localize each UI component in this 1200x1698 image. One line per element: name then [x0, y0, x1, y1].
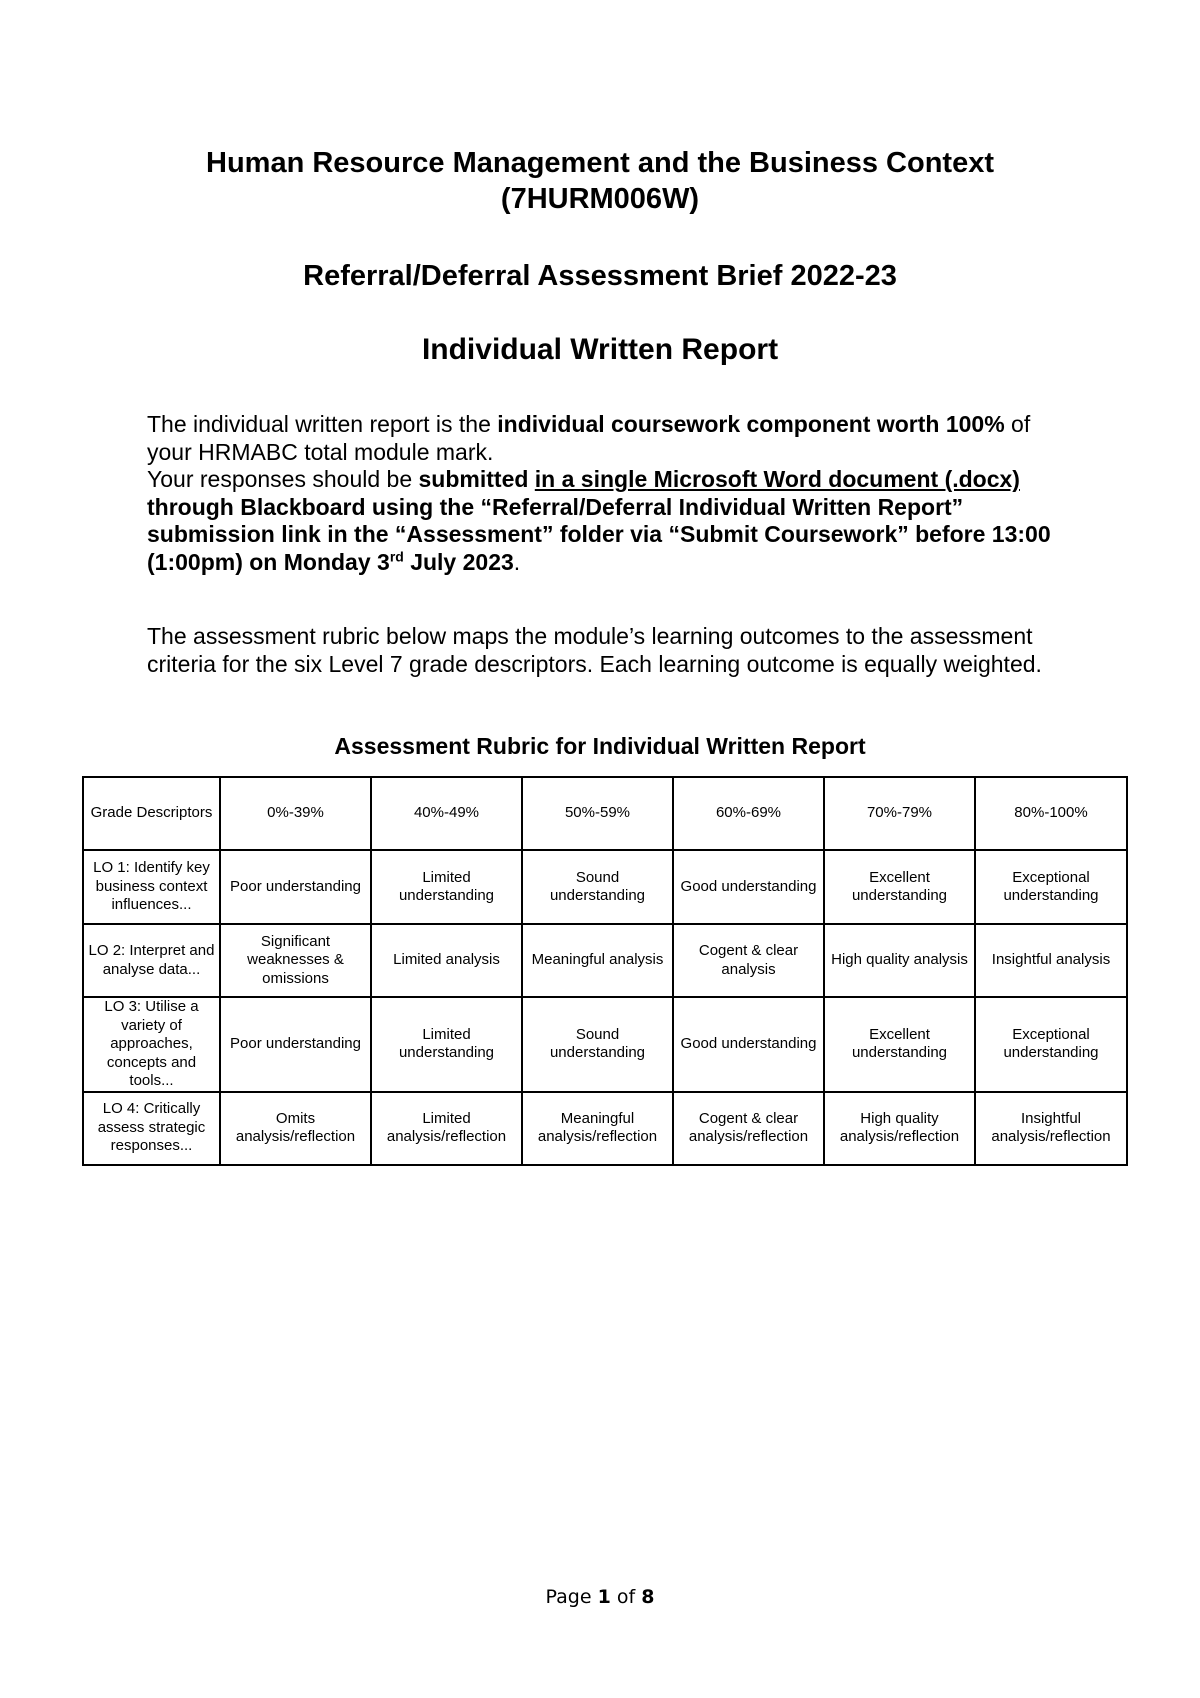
module-code: (7HURM006W) [500, 183, 700, 215]
table-cell: Cogent & clear analysis/reflection [673, 1092, 824, 1165]
table-cell: Cogent & clear analysis [673, 924, 824, 997]
table-cell: Excellent understanding [824, 997, 975, 1092]
submission-instructions [147, 466, 1067, 576]
table-row [83, 924, 1127, 997]
rubric-explanation: The assessment rubric below maps the module’s learning outcomes to the assessment criteria for the six Level 7 grade descriptors. Each learning outcome is equally weighted. [147, 623, 1042, 677]
submission-details: through Blackboard using the “Referral/Deferral Individual Written Report” submission link in the “Assessment” folder via “Submit Coursework” before 13:00 (1:00pm) on Monday 3 [147, 493, 1051, 575]
table-row [83, 997, 1127, 1092]
learning-outcome-cell: LO 1: Identify key business context influences... [83, 850, 220, 924]
weighting-sentence [147, 411, 1067, 466]
header-cell: 0%-39% [220, 777, 371, 850]
title-line: Human Resource Management and the Business Context [206, 147, 994, 179]
page-number-footer [0, 1585, 1200, 1609]
table-header-row [83, 777, 1127, 850]
header-cell: 50%-59% [522, 777, 673, 850]
table-cell: Meaningful analysis/reflection [522, 1092, 673, 1165]
table-cell: Limited understanding [371, 997, 522, 1092]
table-cell: Limited analysis/reflection [371, 1092, 522, 1165]
of-label: of [610, 1586, 642, 1608]
table-row [83, 1092, 1127, 1165]
table-row [83, 850, 1127, 924]
table-cell: Good understanding [673, 997, 824, 1092]
header-cell: 60%-69% [673, 777, 824, 850]
text-run: Your responses should be [147, 466, 419, 492]
learning-outcome-cell: LO 2: Interpret and analyse data... [83, 924, 220, 997]
weighting-emphasis: individual coursework component worth 100% [497, 411, 1005, 437]
table-cell: Significant weaknesses & omissions [220, 924, 371, 997]
table-cell: Exceptional understanding [975, 997, 1127, 1092]
learning-outcome-cell: LO 4: Critically assess strategic responses... [83, 1092, 220, 1165]
table-cell: Omits analysis/reflection [220, 1092, 371, 1165]
page-label: Page [545, 1586, 598, 1608]
table-cell: Insightful analysis/reflection [975, 1092, 1127, 1165]
ordinal-suffix: rd [389, 547, 404, 564]
deadline-month: July 2023 [403, 548, 514, 575]
rubric-caption: Assessment Rubric for Individual Written Report [334, 733, 866, 759]
table-cell: Insightful analysis [975, 924, 1127, 997]
text-run: of your HRMABC total module mark. [147, 411, 1031, 465]
table-cell: High quality analysis [824, 924, 975, 997]
current-page-number: 1 [597, 1586, 611, 1608]
brief-subtitle: Referral/Deferral Assessment Brief 2022-23 [303, 260, 897, 292]
learning-outcome-cell: LO 3: Utilise a variety of approaches, concepts and tools... [83, 997, 220, 1092]
table-cell: Excellent understanding [824, 850, 975, 924]
table-cell: Sound understanding [522, 997, 673, 1092]
intro-paragraph [147, 411, 1067, 576]
table-cell: Limited analysis [371, 924, 522, 997]
table-cell: Poor understanding [220, 850, 371, 924]
header-cell: Grade Descriptors [83, 777, 220, 850]
total-page-count: 8 [641, 1586, 655, 1608]
table-cell: Sound understanding [522, 850, 673, 924]
header-cell: 40%-49% [371, 777, 522, 850]
header-cell: 70%-79% [824, 777, 975, 850]
table-cell: High quality analysis/reflection [824, 1092, 975, 1165]
table-cell: Exceptional understanding [975, 850, 1127, 924]
submitted-emphasis: submitted [418, 466, 535, 492]
table-cell: Good understanding [673, 850, 824, 924]
table-cell: Limited understanding [371, 850, 522, 924]
table-cell: Poor understanding [220, 997, 371, 1092]
file-format-emphasis: in a single Microsoft Word document (.docx) [534, 466, 1020, 492]
rubric-table [82, 776, 1128, 1166]
text-run: . [513, 548, 521, 575]
document-title [0, 145, 1200, 217]
table-cell: Meaningful analysis [522, 924, 673, 997]
text-run: The individual written report is the [147, 411, 498, 437]
header-cell: 80%-100% [975, 777, 1127, 850]
report-heading: Individual Written Report [421, 333, 779, 366]
